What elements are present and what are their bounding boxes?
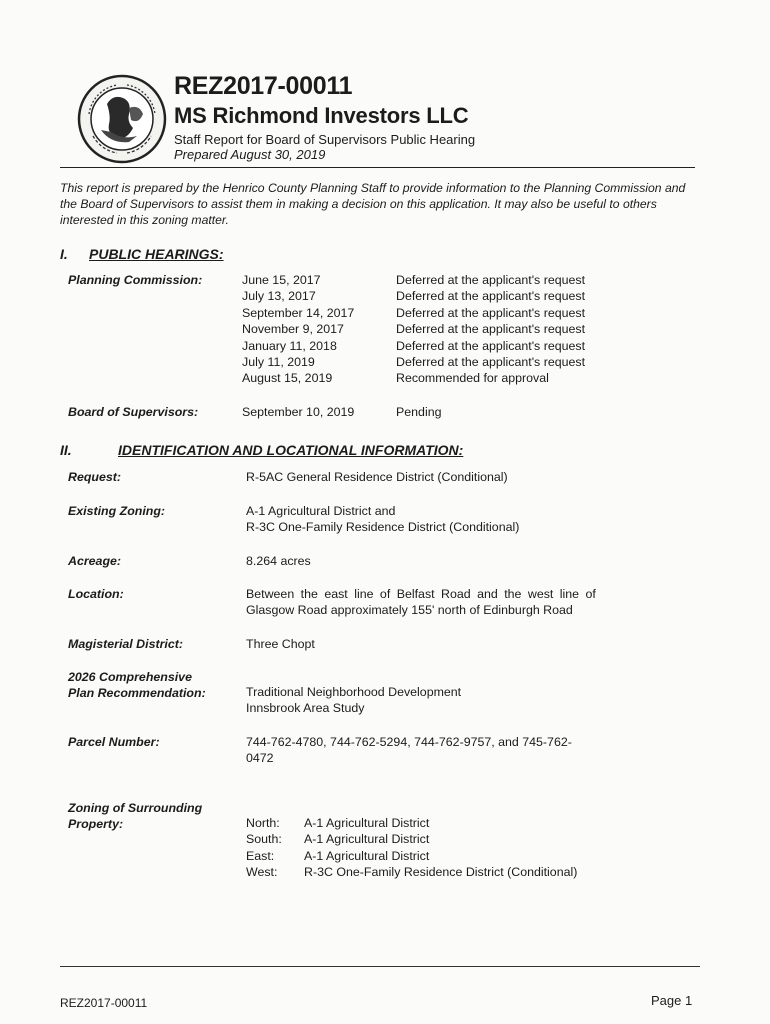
magisterial-district-value: Three Chopt [246,637,315,651]
zone: R-3C One-Family Residence District (Conditional) [304,865,578,880]
hearing-date: September 14, 2017 [242,305,355,320]
zone: A-1 Agricultural District [304,816,430,830]
plan-line: Innsbrook Area Study [246,701,365,716]
surrounding-zoning-label [68,800,202,832]
hearing-action: Recommended for approval [396,371,549,386]
plan-line: Traditional Neighborhood Development [246,685,462,699]
location-label: Location: [68,587,124,601]
zone: A-1 Agricultural District [304,832,430,847]
report-type: Staff Report for Board of Supervisors Public Hearing [174,132,476,147]
surrounding-zoning-table [246,815,577,881]
zone: A-1 Agricultural District [304,848,430,863]
request-label: Request: [68,470,122,484]
existing-zoning-value [246,503,519,536]
county-seal-icon [77,74,167,164]
direction: North: [246,816,280,830]
location-line: Glasgow Road approximately 155' north of Edinburgh Road [246,603,573,618]
board-of-supervisors-label: Board of Supervisors: [68,405,199,419]
applicant-title: MS Richmond Investors LLC [174,103,469,128]
header-divider [60,167,695,168]
planning-commission-label: Planning Commission: [68,273,203,287]
case-number-title: REZ2017-00011 [174,72,353,100]
hearing-action: Deferred at the applicant's request [396,338,586,353]
section-2-heading: IDENTIFICATION AND LOCATIONAL INFORMATION: [118,442,464,458]
board-action: Pending [396,405,442,419]
section-2-number: II. [60,442,72,458]
surrounding-label-line: Property: [68,817,124,831]
planning-dates [242,272,354,387]
magisterial-district-label: Magisterial District: [68,637,183,651]
direction: West: [246,865,278,880]
hearing-date: January 11, 2018 [242,338,337,353]
direction: East: [246,848,275,863]
plan-recommendation-label [68,669,206,701]
hearing-action: Deferred at the applicant's request [396,322,586,337]
hearing-date: July 11, 2019 [242,355,315,370]
hearing-date: July 13, 2017 [242,289,316,304]
hearing-date: August 15, 2019 [242,371,333,386]
prepared-date: Prepared August 30, 2019 [174,147,326,162]
surrounding-row [246,815,577,831]
section-1-heading: PUBLIC HEARINGS: [89,246,224,262]
zoning-line: A-1 Agricultural District and [246,504,396,518]
footer-case-number: REZ2017-00011 [60,996,148,1010]
surrounding-row [246,831,577,847]
zoning-line: R-3C One-Family Residence District (Conditional) [246,520,520,535]
plan-label-line: Plan Recommendation: [68,686,206,700]
direction: South: [246,832,282,847]
location-value [246,586,596,619]
hearing-action: Deferred at the applicant's request [396,355,586,370]
location-line: Between the east line of Belfast Road and the west line of [246,587,596,601]
planning-actions [396,272,585,387]
surrounding-label-line: Zoning of Surrounding [68,801,203,815]
hearing-action: Deferred at the applicant's request [396,289,586,304]
hearing-action: Deferred at the applicant's request [396,273,586,287]
plan-label-line: 2026 Comprehensive [68,670,192,684]
surrounding-row [246,864,577,880]
hearing-date: June 15, 2017 [242,273,321,287]
surrounding-row [246,848,577,864]
page-number: Page 1 [651,993,693,1008]
intro-paragraph: This report is prepared by the Henrico County Planning Staff to provide information to the Planning Commission and the Board of Supervisors to assist them in making a decision on this application. It may also be useful to others interested in this zoning matter. [60,181,686,227]
section-1-number: I. [60,246,68,262]
parcel-line: 744-762-4780, 744-762-5294, 744-762-9757, and 745-762- [246,735,572,749]
request-value: R-5AC General Residence District (Conditional) [246,470,508,484]
hearing-action: Deferred at the applicant's request [396,305,586,320]
acreage-value: 8.264 acres [246,554,311,568]
acreage-label: Acreage: [68,554,122,568]
footer-divider [60,966,700,967]
hearing-date: November 9, 2017 [242,322,344,337]
parcel-number-value [246,734,572,767]
parcel-line: 0472 [246,751,274,766]
parcel-number-label: Parcel Number: [68,735,160,749]
plan-recommendation-value [246,684,461,717]
board-date: September 10, 2019 [242,405,355,419]
existing-zoning-label: Existing Zoning: [68,504,166,518]
